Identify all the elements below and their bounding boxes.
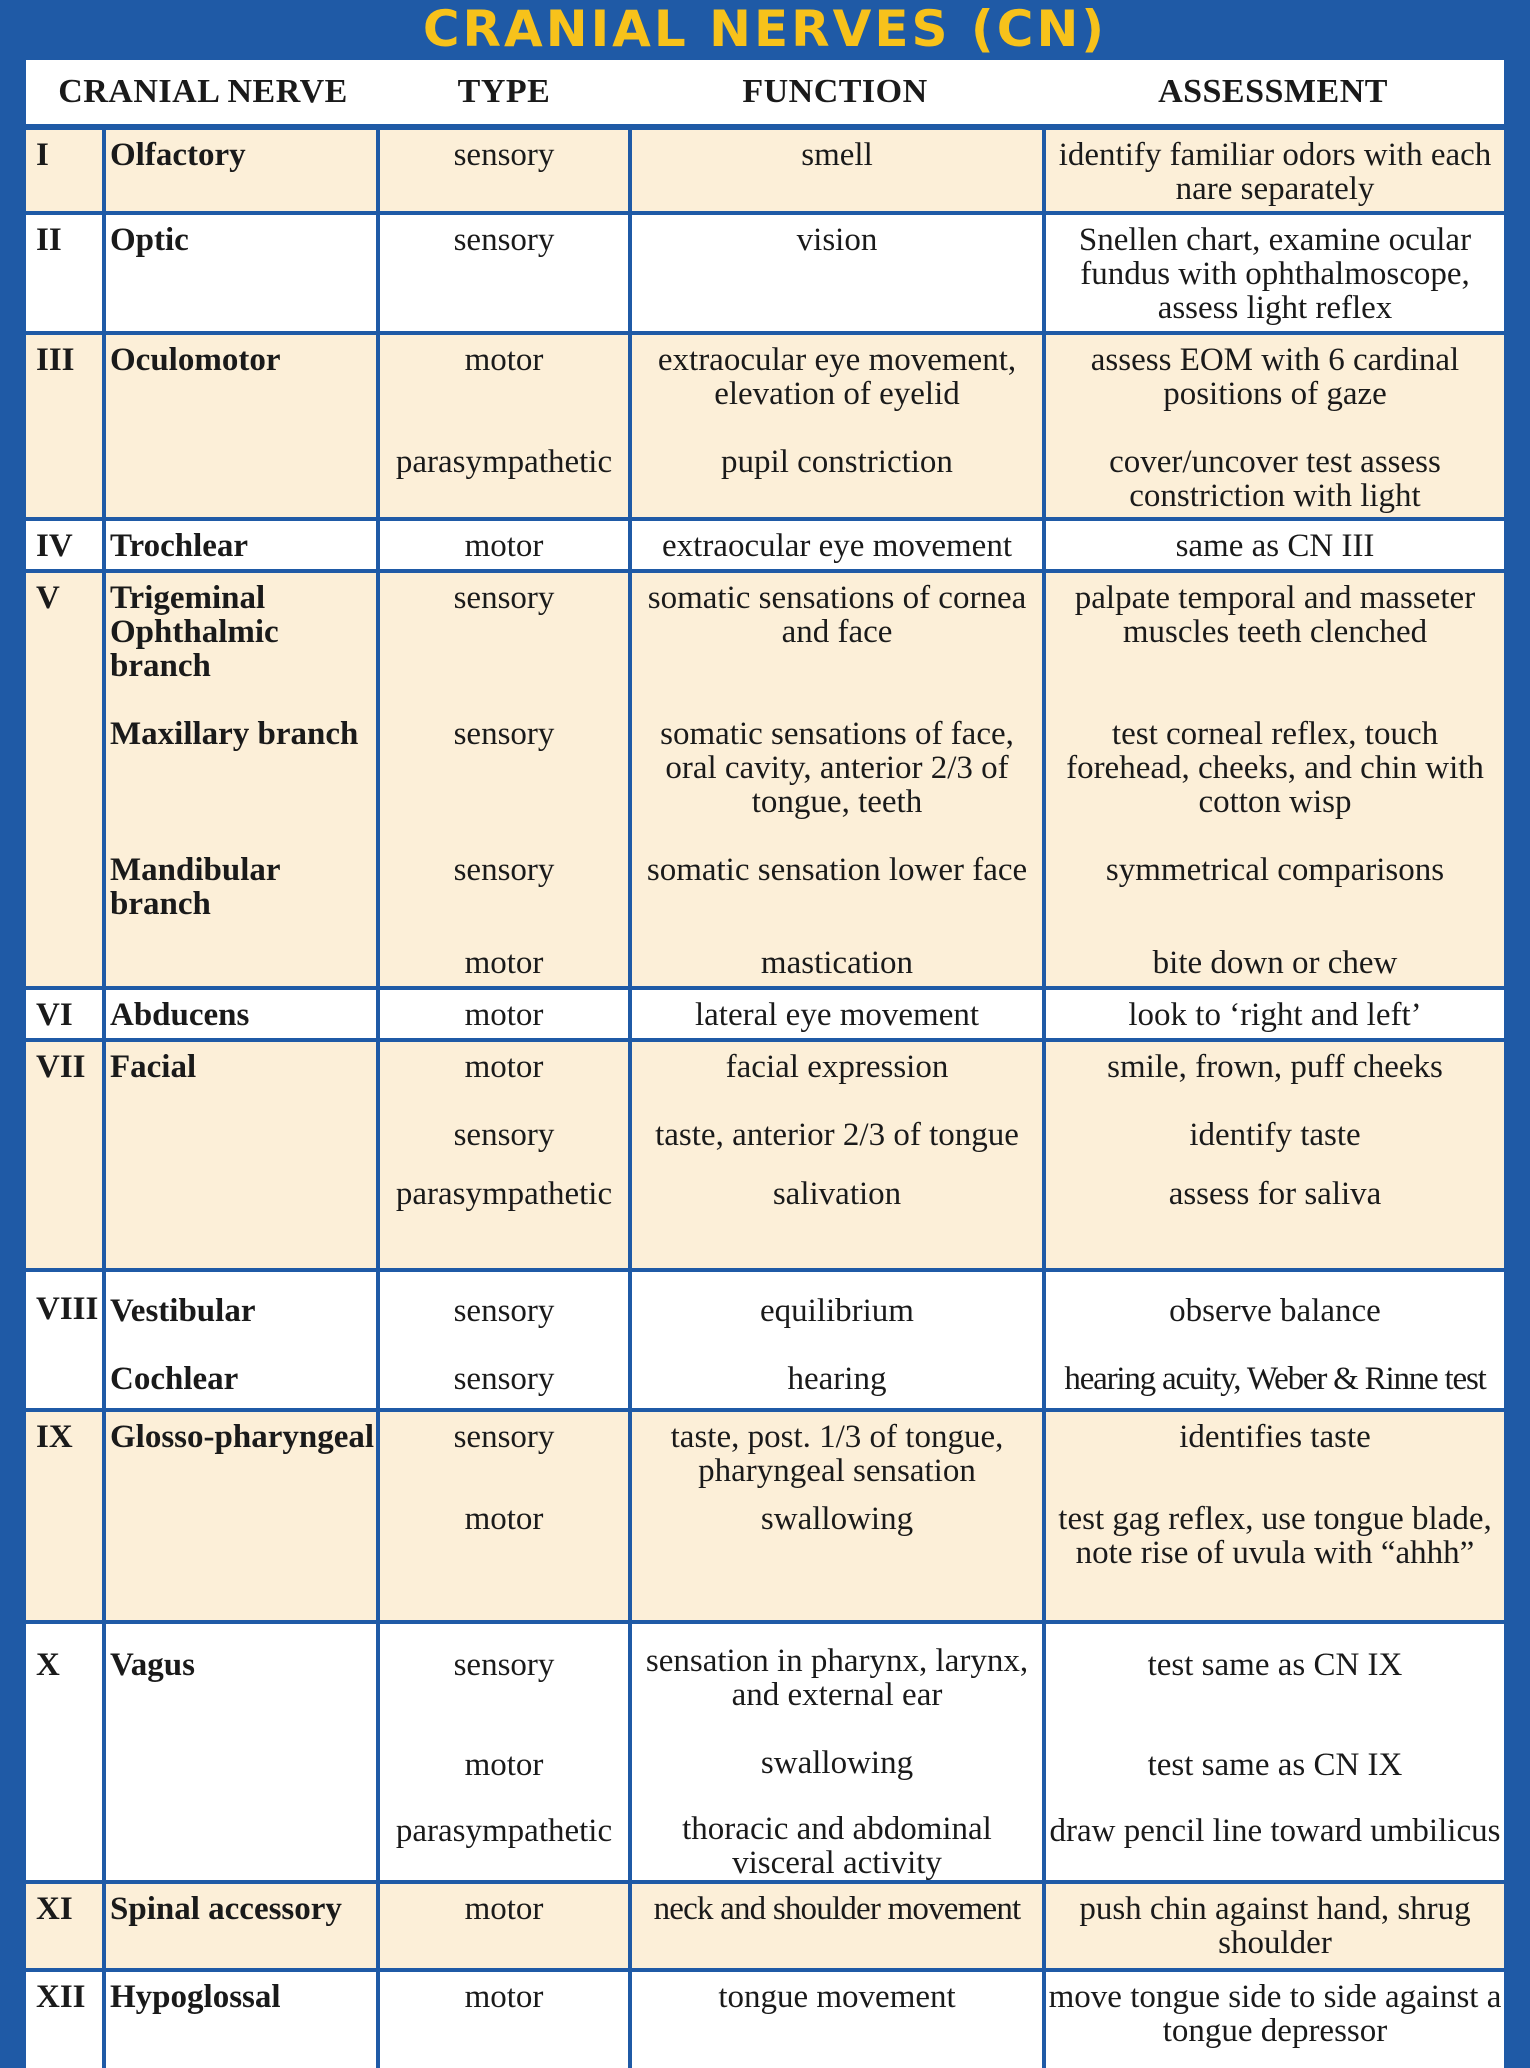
nerve-assessment: identify familiar odors with each nare separately xyxy=(1046,130,1504,215)
type-entry: motor xyxy=(464,1747,544,1783)
assessment-entry: observe balance xyxy=(1169,1293,1381,1329)
header-function: FUNCTION xyxy=(742,73,928,110)
nerve-name: Hypoglossal xyxy=(106,1972,380,2068)
function-entry: swallowing xyxy=(760,1745,914,1781)
assessment-entry: test same as CN IX xyxy=(1147,1647,1403,1683)
nerve-name-vestibular: Vestibular xyxy=(110,1293,256,1329)
assessment-entry: test same as CN IX xyxy=(1147,1747,1403,1783)
nerve-type: motor xyxy=(380,1972,632,2068)
nerve-type xyxy=(380,1412,632,1624)
nerve-number: VI xyxy=(26,990,106,1042)
function-entry: thoracic and abdominal visceral activity xyxy=(682,1811,992,1881)
nerve-type: motor xyxy=(380,1884,632,1972)
nerve-type xyxy=(380,1272,632,1412)
table-row xyxy=(26,1272,1504,1412)
type-entry: sensory xyxy=(453,852,555,888)
nerve-function xyxy=(632,1624,1046,1884)
nerve-name: Glosso-pharyngeal xyxy=(106,1412,380,1624)
type-entry: motor xyxy=(464,1501,544,1537)
assessment-entry: hearing acuity, Weber & Rinne test xyxy=(1064,1361,1486,1397)
assessment-entry: identify taste xyxy=(1189,1117,1361,1153)
table-row xyxy=(26,130,1504,215)
assessment-entry: palpate temporal and masseter muscles teeth clenched xyxy=(1074,580,1476,650)
nerve-function: smell xyxy=(632,130,1046,215)
nerve-number: VIII xyxy=(26,1272,106,1412)
header-type: TYPE xyxy=(457,73,551,110)
type-entry: sensory xyxy=(453,1293,555,1329)
nerve-type xyxy=(380,1624,632,1884)
type-entry: sensory xyxy=(453,716,555,752)
nerve-number: XII xyxy=(26,1972,106,2068)
nerve-type xyxy=(380,335,632,521)
nerve-type: sensory xyxy=(380,215,632,335)
assessment-entry: symmetrical comparisons xyxy=(1105,852,1445,888)
nerve-number: X xyxy=(26,1624,106,1884)
nerve-number: VII xyxy=(26,1042,106,1272)
nerve-name: Oculomotor xyxy=(106,335,380,521)
assessment-entry: assess EOM with 6 cardinal positions of gaze xyxy=(1090,342,1460,412)
nerve-type xyxy=(380,1042,632,1272)
assessment-entry: test gag reflex, use tongue blade, note rise of uvula with “ahhh” xyxy=(1058,1501,1492,1571)
nerve-number: IV xyxy=(26,521,106,573)
table-row xyxy=(26,1624,1504,1884)
nerve-number: IX xyxy=(26,1412,106,1624)
nerve-name: Spinal accessory xyxy=(106,1884,380,1972)
nerve-name: Abducens xyxy=(106,990,380,1042)
nerve-name: Olfactory xyxy=(106,130,380,215)
function-entry: mastication xyxy=(760,945,914,981)
nerve-assessment xyxy=(1046,573,1504,990)
function-entry: taste, anterior 2/3 of tongue xyxy=(655,1117,1019,1153)
type-entry: sensory xyxy=(453,580,555,616)
type-entry: sensory xyxy=(453,1419,555,1455)
page-title: CRANIAL NERVES (CN) xyxy=(422,0,1108,58)
type-entry: motor xyxy=(464,945,544,981)
nerve-name: Trochlear xyxy=(106,521,380,573)
table-header xyxy=(26,60,1504,124)
nerve-type xyxy=(380,573,632,990)
table-row xyxy=(26,990,1504,1042)
nerve-type: sensory xyxy=(380,130,632,215)
table-row xyxy=(26,1412,1504,1624)
function-entry: facial expression xyxy=(725,1049,949,1085)
assessment-entry: test corneal reflex, touch forehead, cheeks, and chin with cotton wisp xyxy=(1066,716,1484,820)
nerve-name: Vagus xyxy=(106,1624,380,1884)
function-entry: equilibrium xyxy=(760,1293,914,1329)
nerve-branch-name: Ophthalmic branch xyxy=(110,614,279,684)
function-entry: sensation in pharynx, larynx, and external ear xyxy=(645,1643,1029,1713)
cranial-nerves-table xyxy=(26,60,1504,2048)
nerve-function xyxy=(632,1042,1046,1272)
nerve-assessment: Snellen chart, examine ocular fundus with ophthalmoscope, assess light reflex xyxy=(1046,215,1504,335)
nerve-assessment xyxy=(1046,1624,1504,1884)
nerve-type: motor xyxy=(380,990,632,1042)
function-entry: somatic sensations of face, oral cavity, anterior 2/3 of tongue, teeth xyxy=(660,716,1014,820)
function-entry: somatic sensation lower face xyxy=(646,852,1028,888)
assessment-entry: identifies taste xyxy=(1179,1419,1371,1455)
nerve-name xyxy=(106,1272,380,1412)
nerve-assessment xyxy=(1046,335,1504,521)
type-entry: parasympathetic xyxy=(395,1176,613,1212)
function-entry: somatic sensations of cornea and face xyxy=(647,580,1027,650)
nerve-branch-name: Maxillary branch xyxy=(110,716,359,752)
type-entry: sensory xyxy=(453,1647,555,1683)
type-entry: sensory xyxy=(453,1117,555,1153)
type-entry: parasympathetic xyxy=(395,1813,613,1849)
nerve-assessment xyxy=(1046,1272,1504,1412)
nerve-function xyxy=(632,1272,1046,1412)
nerve-function: vision xyxy=(632,215,1046,335)
nerve-number: V xyxy=(26,573,106,990)
table-row xyxy=(26,521,1504,573)
nerve-function: extraocular eye movement xyxy=(632,521,1046,573)
nerve-function: neck and shoulder movement xyxy=(632,1884,1046,1972)
nerve-assessment xyxy=(1046,1042,1504,1272)
nerve-type: motor xyxy=(380,521,632,573)
table-body xyxy=(26,124,1504,2068)
table-row xyxy=(26,1972,1504,2068)
function-entry: extraocular eye movement, elevation of eyelid xyxy=(657,342,1017,412)
function-entry: hearing xyxy=(787,1361,887,1397)
table-row xyxy=(26,335,1504,521)
assessment-entry: cover/uncover test assess constriction with light xyxy=(1109,444,1441,514)
nerve-name-cochlear: Cochlear xyxy=(110,1361,239,1397)
nerve-function: lateral eye movement xyxy=(632,990,1046,1042)
nerve-number: III xyxy=(26,335,106,521)
nerve-function xyxy=(632,573,1046,990)
nerve-name: Facial xyxy=(106,1042,380,1272)
nerve-assessment: move tongue side to side against a tongue depressor xyxy=(1046,1972,1504,2068)
nerve-number: I xyxy=(26,130,106,215)
nerve-name: Optic xyxy=(106,215,380,335)
type-entry: motor xyxy=(464,1049,544,1085)
nerve-number: XI xyxy=(26,1884,106,1972)
header-cranial-nerve: CRANIAL NERVE xyxy=(58,73,348,110)
nerve-branch-name: Mandibular branch xyxy=(110,852,280,922)
nerve-number: II xyxy=(26,215,106,335)
assessment-entry: bite down or chew xyxy=(1152,945,1398,981)
nerve-function xyxy=(632,335,1046,521)
assessment-entry: smile, frown, puff cheeks xyxy=(1107,1049,1443,1085)
nerve-assessment xyxy=(1046,1412,1504,1624)
nerve-assessment: push chin against hand, shrug shoulder xyxy=(1046,1884,1504,1972)
nerve-assessment: same as CN III xyxy=(1046,521,1504,573)
table-row xyxy=(26,573,1504,990)
nerve-function xyxy=(632,1412,1046,1624)
table-row xyxy=(26,1042,1504,1272)
function-entry: swallowing xyxy=(760,1501,914,1537)
type-entry: motor xyxy=(464,342,544,378)
function-entry: taste, post. 1/3 of tongue, pharyngeal sensation xyxy=(670,1419,1004,1489)
table-row xyxy=(26,1884,1504,1972)
type-entry: sensory xyxy=(453,1361,555,1397)
assessment-entry: assess for saliva xyxy=(1168,1176,1382,1212)
nerve-assessment: look to ‘right and left’ xyxy=(1046,990,1504,1042)
table-row xyxy=(26,215,1504,335)
nerve-name xyxy=(106,573,380,990)
type-entry: parasympathetic xyxy=(395,444,613,480)
assessment-entry: draw pencil line toward umbilicus xyxy=(1049,1813,1501,1849)
function-entry: pupil constriction xyxy=(721,444,953,480)
nerve-name-trigeminal: Trigeminal xyxy=(110,580,266,616)
nerve-function: tongue movement xyxy=(632,1972,1046,2068)
header-assessment: ASSESSMENT xyxy=(1158,73,1388,110)
function-entry: salivation xyxy=(772,1176,902,1212)
